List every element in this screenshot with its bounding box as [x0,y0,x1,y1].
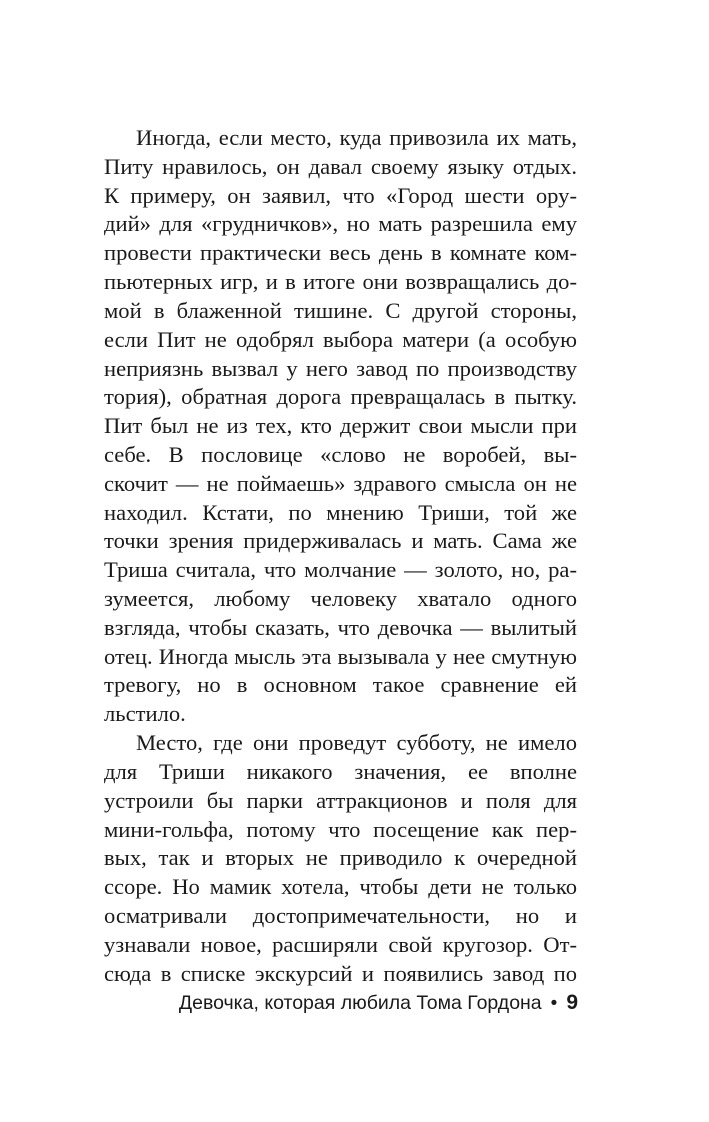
text-line: отец. Иногда мысль эта вызывала у нее смутную [104,643,577,669]
text-line: себе. В пословице «слово не воробей, вы- [104,441,577,467]
text-line: Пит был не из тех, кто держит свои мысли при [104,413,577,439]
page-number: 9 [566,991,578,1014]
text-line: ссоре. Но мамик хотела, чтобы дети не только [104,874,577,900]
text-line: осматривали достопримечательности, но и [104,902,577,928]
text-line: сюда в списке экскурсий и появились завод по [104,960,577,986]
text-line: устроили бы парки аттракционов и поля для [104,787,577,813]
text-line: тория), обратная дорога превращалась в пытку. [104,384,577,410]
running-title: Девочка, которая любила Тома Гордона [178,992,542,1014]
text-line: находил. Кстати, по мнению Триши, той же [104,499,577,525]
text-line: мини-гольфа, потому что посещение как пер- [104,816,577,842]
text-line: К примеру, он заявил, что «Город шести ору- [104,182,577,208]
text-line: Иногда, если место, куда привозила их мать, [136,125,577,150]
text-line: Питу нравилось, он давал своему языку отдых. [104,153,577,179]
text-line: если Пит не одобрял выбора матери (а особую [104,326,577,352]
text-line: тревогу, но в основном такое сравнение ей [104,672,577,698]
text-line: Триша считала, что молчание — золото, но, ра- [104,557,577,583]
text-line: зумеется, любому человеку хватало одного [104,586,577,611]
paragraph-2 [104,729,577,988]
text-line: Место, где они проведут субботу, не имело [136,730,577,756]
text-line: льстило. [104,701,186,727]
paragraph-1 [104,124,577,729]
text-line: провести практически весь день в комнате ком- [104,240,577,266]
text-line: дий» для «грудничков», но мать разрешила ему [104,211,577,237]
text-line: пьютерных игр, и в итоге они возвращались до- [104,269,577,295]
text-line: мой в блаженной тишине. С другой стороны, [104,297,577,323]
text-line: для Триши никакого значения, ее вполне [104,758,577,784]
running-footer [179,988,578,1018]
text-line: узнавали новое, расширяли свой кругозор. От- [104,931,577,957]
body-text [104,124,577,988]
text-line: неприязнь вызвал у него завод по производству [104,355,577,381]
text-line: вых, так и вторых не приводило к очередной [104,845,577,871]
text-line: взгляда, чтобы сказать, что девочка — вылитый [104,614,577,640]
bullet-separator: • [550,993,558,1014]
text-line: скочит — не поймаешь» здравого смысла он не [104,470,577,496]
text-line: точки зрения придерживалась и мать. Сама же [104,528,577,554]
